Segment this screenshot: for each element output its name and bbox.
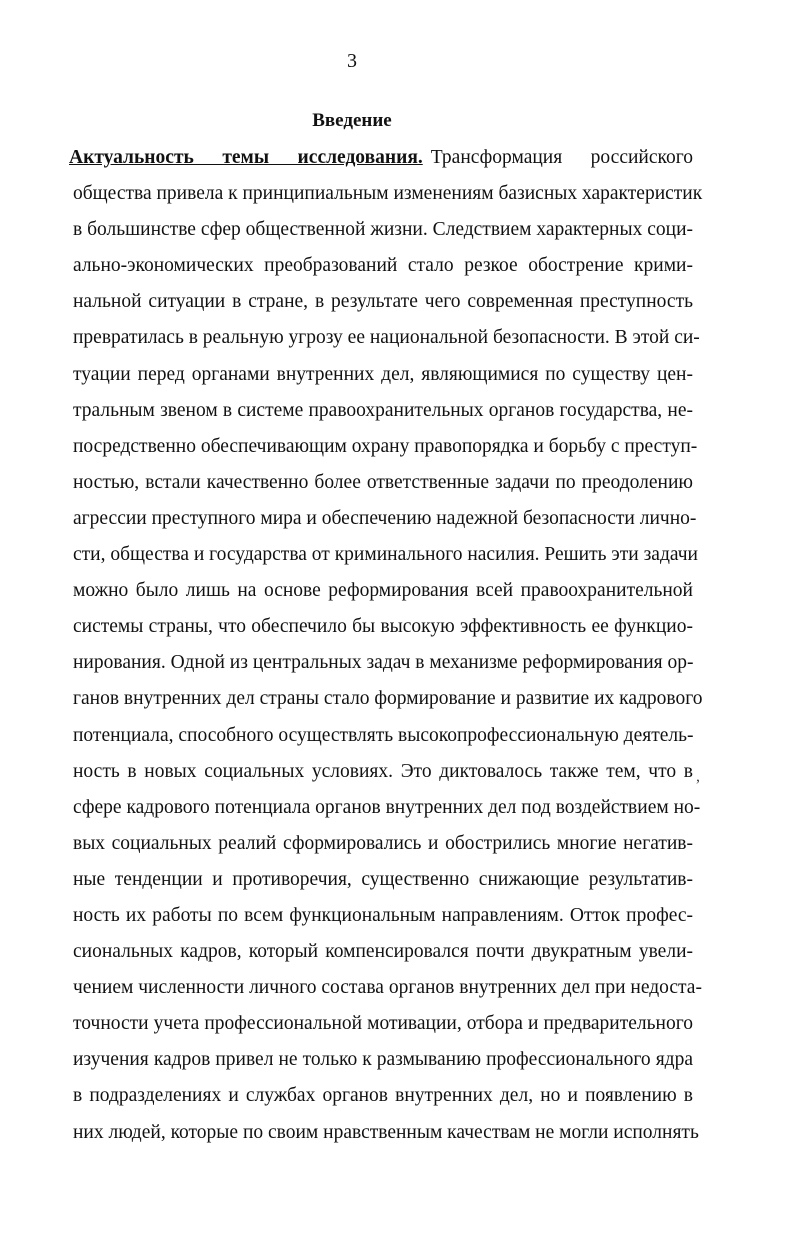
text-line: вых социальных реалий сформировались и обострились многие негатив- [73, 832, 693, 854]
topic-subheading: Актуальность темы исследования. [69, 147, 423, 168]
text-line: в большинстве сфер общественной жизни. Следствием характерных соци- [73, 219, 693, 241]
text-line: точности учета профессиональной мотивации, отбора и предварительного [73, 1013, 693, 1035]
text-line: туации перед органами внутренних дел, являющимися по существу цен- [73, 363, 693, 385]
text-line: в подразделениях и службах органов внутренних дел, но и появлению в [73, 1085, 693, 1107]
page-number: 3 [347, 50, 357, 72]
text-line-rest: Трансформация российского [430, 147, 694, 168]
text-line: сфере кадрового потенциала органов внутренних дел под воздействием но- [73, 796, 701, 818]
text-line: общества привела к принципиальным изменениям базисных характеристик [73, 183, 703, 205]
text-line: сти, общества и государства от криминального насилия. Решить эти задачи [73, 544, 698, 566]
text-line: ганов внутренних дел страны стало формирование и развитие их кадрового [73, 688, 703, 710]
text-line: можно было лишь на основе реформирования всей правоохранительной [73, 580, 693, 602]
text-line: посредственно обеспечивающим охрану правопорядка и борьбу с преступ- [73, 435, 698, 457]
text-line: потенциала, способного осуществлять высокопрофессиональную деятель- [73, 724, 694, 746]
text-line: превратилась в реальную угрозу ее национальной безопасности. В этой си- [73, 327, 700, 349]
text-line: изучения кадров привел не только к размыванию профессионального ядра [73, 1049, 693, 1071]
text-line: сиональных кадров, который компенсировался почти двукратным увели- [73, 941, 693, 963]
text-line [69, 140, 693, 176]
text-line: ально-экономических преобразований стало резкое обострение крими- [73, 255, 693, 277]
section-heading: Введение [312, 110, 392, 131]
text-line: чением численности личного состава органов внутренних дел при недоста- [73, 977, 702, 999]
margin-mark: , [696, 768, 700, 785]
text-line: ность их работы по всем функциональным направлениям. Отток профес- [73, 904, 693, 926]
text-line: ные тенденции и противоречия, существенно снижающие результатив- [73, 868, 693, 890]
text-line: ность в новых социальных условиях. Это диктовалось также тем, что в [73, 760, 693, 782]
text-line: тральным звеном в системе правоохранительных органов государства, не- [73, 399, 693, 421]
body-paragraph [69, 140, 703, 1151]
text-line: нирования. Одной из центральных задач в механизме реформирования ор- [73, 652, 694, 674]
text-line: них людей, которые по своим нравственным качествам не могли исполнять [73, 1121, 699, 1143]
text-line: ностью, встали качественно более ответственные задачи по преодолению [73, 471, 693, 493]
text-line: нальной ситуации в стране, в результате чего современная преступность [73, 291, 693, 313]
text-line: системы страны, что обеспечило бы высокую эффективность ее функцио- [73, 616, 693, 638]
text-line: агрессии преступного мира и обеспечению надежной безопасности личнo- [73, 507, 697, 529]
